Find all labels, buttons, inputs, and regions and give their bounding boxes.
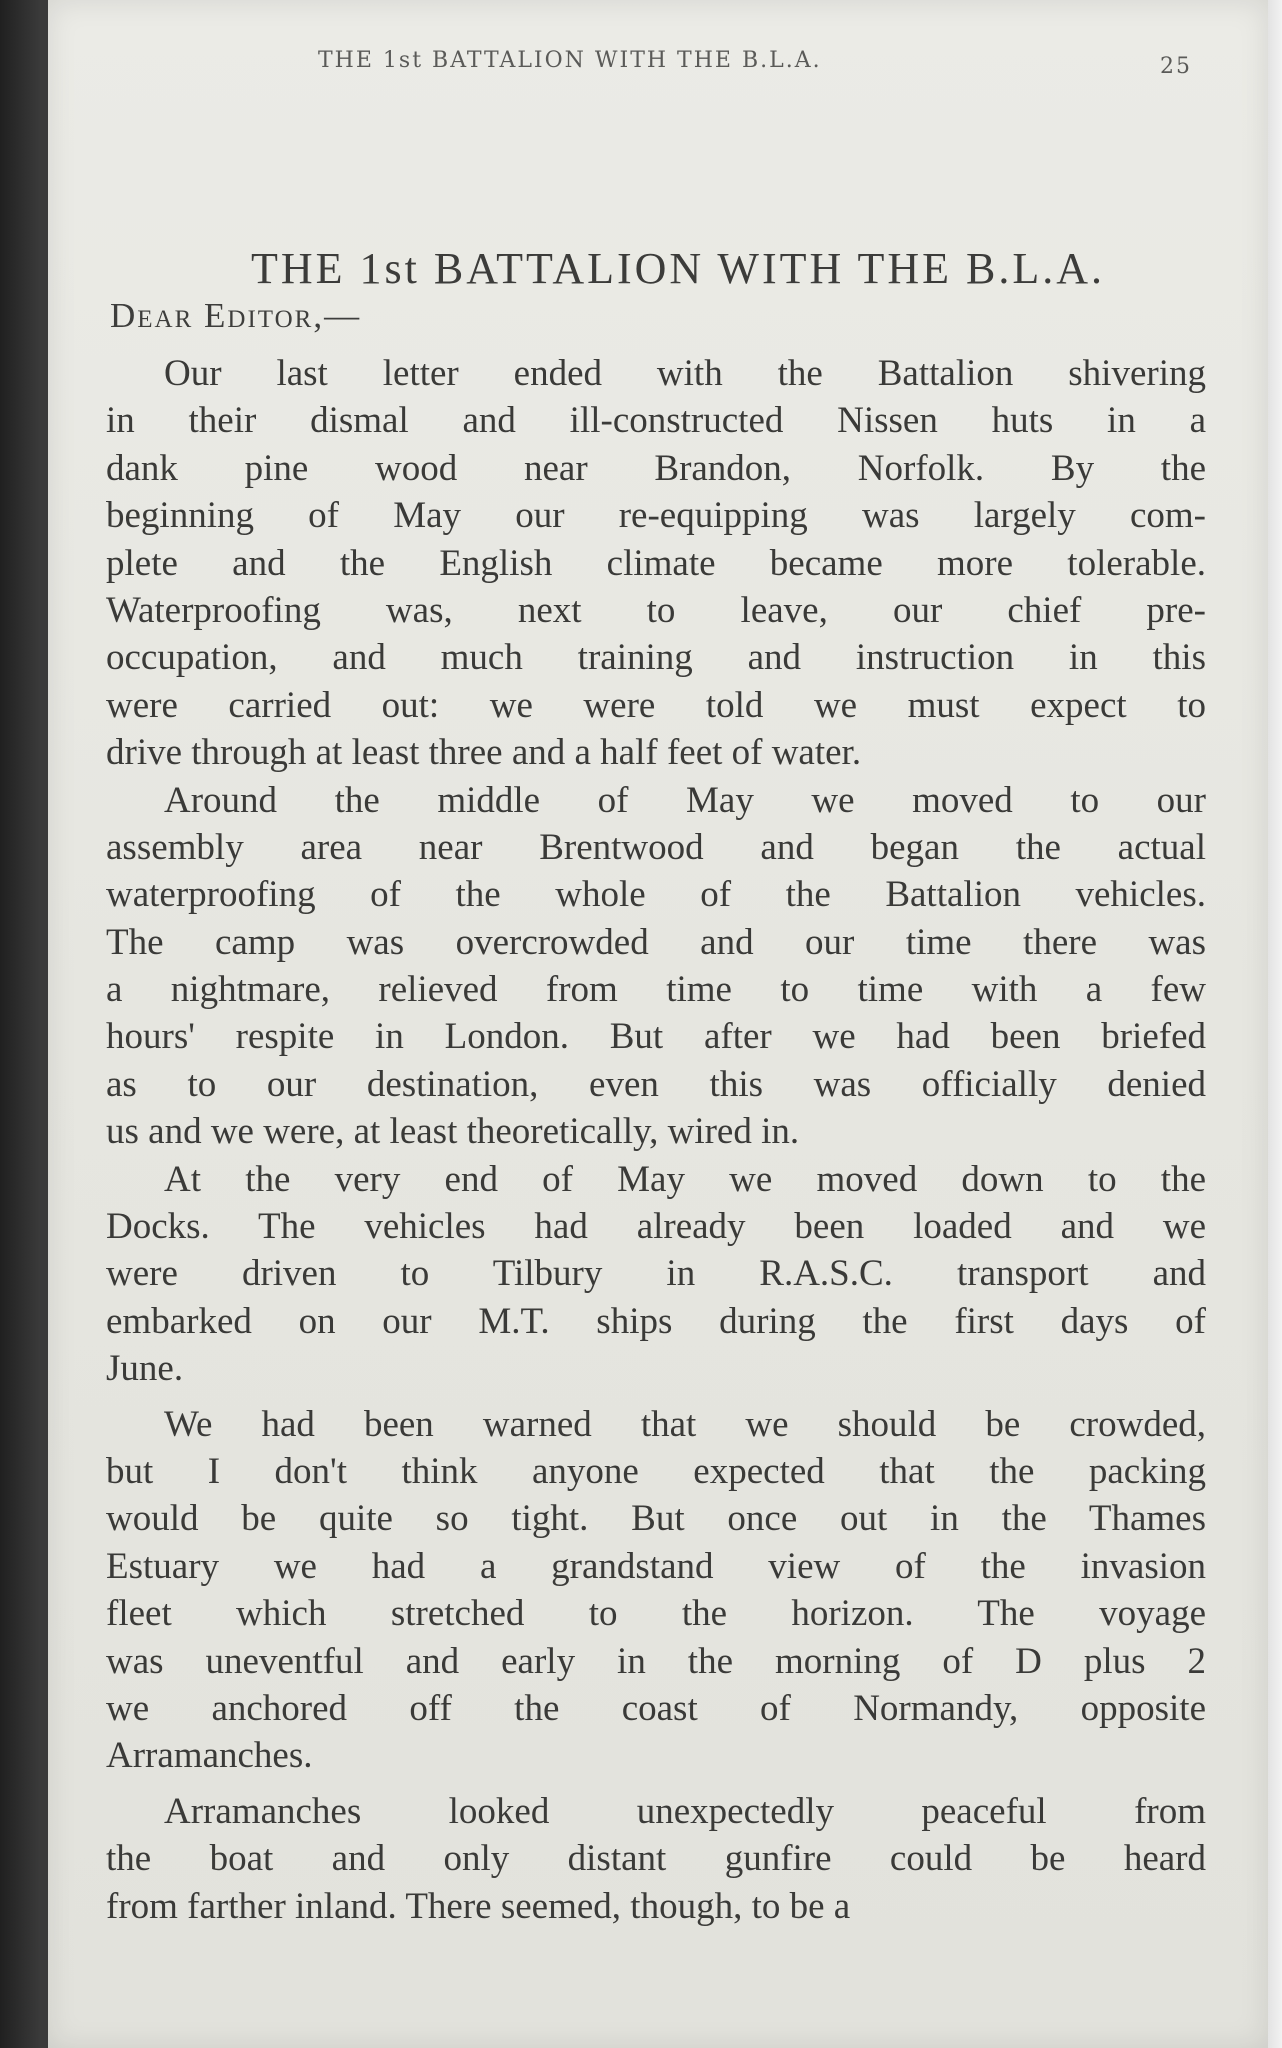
text-line: embarked on our M.T. ships during the first days of [106,1300,1206,1342]
text-line: June. [106,1348,184,1390]
article-title: THE 1st BATTALION WITH THE B.L.A. [251,244,1105,294]
paragraph [106,777,1206,1156]
text-line: At the very end of May we moved down to the [164,1158,1206,1200]
running-title: THE 1st BATTALION WITH THE B.L.A. [318,48,822,73]
text-line: Waterproofing was, next to leave, our chief pre- [106,589,1206,631]
paragraph [106,1156,1206,1393]
text-line: as to our destination, even this was officially denied [106,1063,1206,1105]
text-line: us and we were, at least theoretically, wired in. [106,1111,800,1153]
text-line: were driven to Tilbury in R.A.S.C. transport and [106,1253,1206,1295]
text-line: the boat and only distant gunfire could be heard [106,1838,1206,1880]
text-line: in their dismal and ill-constructed Nissen huts in a [106,400,1206,442]
article-body [106,350,1206,1938]
text-line: a nightmare, relieved from time to time with a few [106,969,1206,1011]
text-line: We had been warned that we should be crowded, [164,1403,1206,1445]
text-line: would be quite so tight. But once out in the Thames [106,1498,1206,1540]
page-number: 25 [1160,54,1192,79]
text-line: were carried out: we were told we must expect to [106,684,1206,726]
text-line: beginning of May our re-equipping was largely com- [106,495,1206,537]
paragraph [106,1401,1206,1780]
text-line: hours' respite in London. But after we had been briefed [106,1016,1206,1058]
paragraph [106,1788,1206,1930]
text-line: occupation, and much training and instruction in this [106,637,1206,679]
text-line: Estuary we had a grandstand view of the invasion [106,1545,1206,1587]
text-line: Around the middle of May we moved to our [164,779,1206,821]
text-line: we anchored off the coast of Normandy, opposite [106,1687,1206,1729]
text-line: fleet which stretched to the horizon. The voyage [106,1593,1206,1635]
paragraph [106,350,1206,777]
salutation: Dear Editor,— [110,296,362,335]
text-line: from farther inland. There seemed, though, to be a [106,1885,851,1927]
text-line: assembly area near Brentwood and began the actual [106,826,1206,868]
text-line: was uneventful and early in the morning of D plus 2 [106,1640,1206,1682]
text-line: drive through at least three and a half feet of water. [106,732,862,774]
running-head [48,40,1268,80]
text-line: The camp was overcrowded and our time there was [106,921,1206,963]
text-line: plete and the English climate became more tolerable. [106,542,1206,584]
text-line: Docks. The vehicles had already been loaded and we [106,1206,1206,1248]
text-line: Arramanches looked unexpectedly peaceful from [164,1790,1206,1832]
text-line: but I don't think anyone expected that the packing [106,1450,1206,1492]
text-line: waterproofing of the whole of the Battalion vehicles. [106,874,1206,916]
text-line: dank pine wood near Brandon, Norfolk. By the [106,447,1206,489]
text-line: Our last letter ended with the Battalion shivering [164,353,1206,394]
text-line: Arramanches. [106,1735,313,1777]
book-page [48,0,1268,2048]
